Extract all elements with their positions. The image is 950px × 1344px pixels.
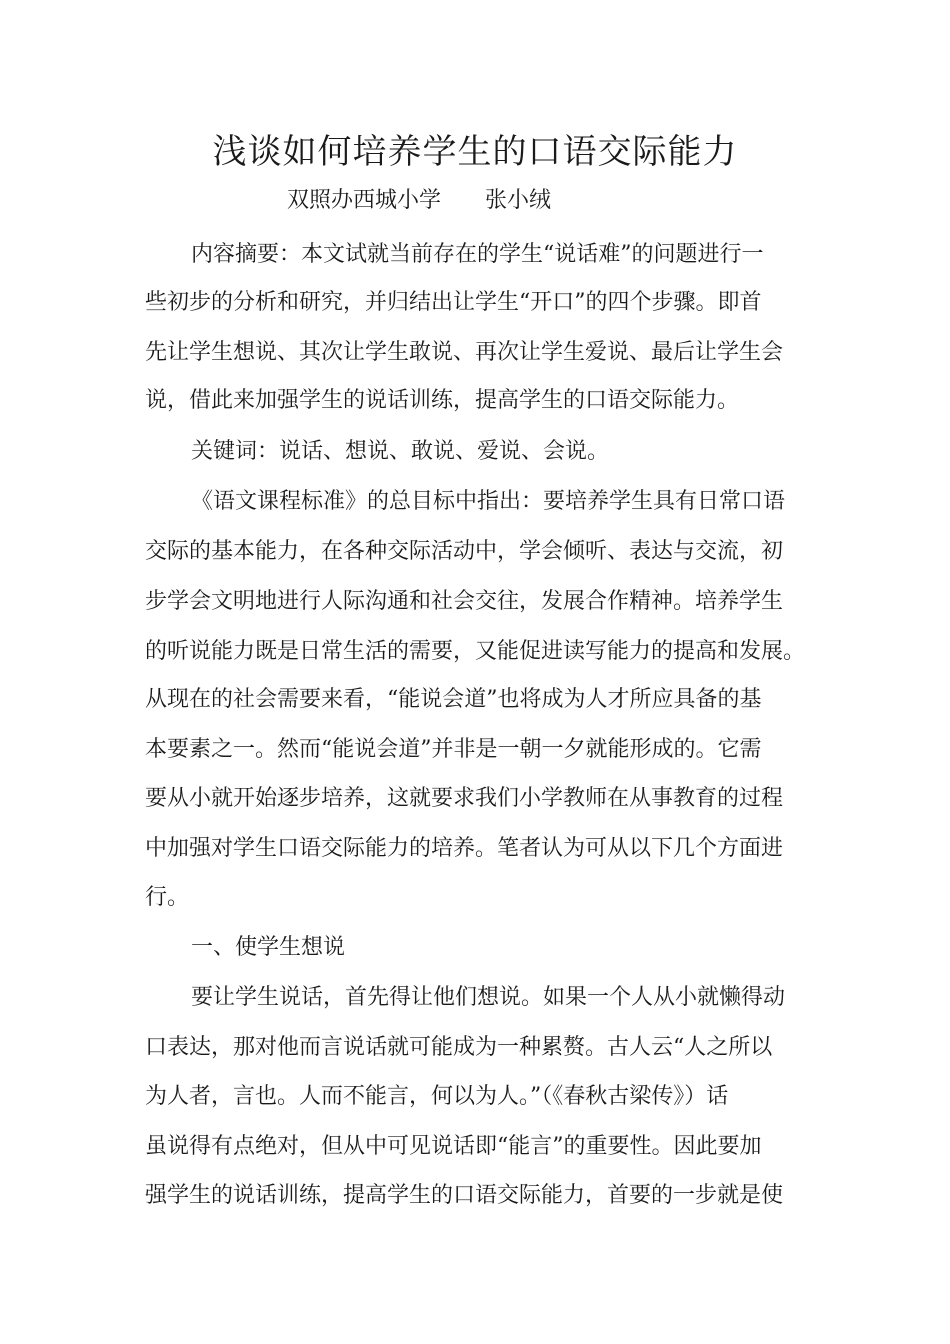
body-line: 要让学生说话，首先得让他们想说。如果一个人从小就懒得动 [191,985,786,1010]
body-line: 步学会文明地进行人际沟通和社会交往，发展合作精神。培养学生 [145,589,784,614]
body-line: 《语文课程标准》的总目标中指出：要培养学生具有日常口语 [191,489,786,514]
body-line: 的听说能力既是日常生活的需要，又能促进读写能力的提高和发展。 [145,639,806,664]
school-name: 双照办西城小学 [287,188,442,213]
body-line: 口表达，那对他而言说话就可能成为一种累赘。古人云“人之所以 [145,1035,773,1060]
body-line: 交际的基本能力，在各种交际活动中，学会倾听、表达与交流，初 [145,539,784,564]
page-title: 浅谈如何培养学生的口语交际能力 [212,132,738,172]
body-line: 强学生的说话训练，提高学生的口语交际能力，首要的一步就是使 [145,1183,784,1208]
keywords-line: 关键词：说话、想说、敢说、爱说、会说。 [191,439,610,464]
abstract-line: 先让学生想说、其次让学生敢说、再次让学生爱说、最后让学生会 [145,340,784,365]
abstract-line: 内容摘要：本文试就当前存在的学生“说话难”的问题进行一 [191,242,764,267]
body-line: 要从小就开始逐步培养，这就要求我们小学教师在从事教育的过程 [145,786,784,811]
body-line: 虽说得有点绝对，但从中可见说话即“能言”的重要性。因此要加 [145,1134,762,1159]
body-line: 行。 [145,885,190,910]
author-name: 张小绒 [485,188,552,213]
body-line: 从现在的社会需要来看，“能说会道”也将成为人才所应具备的基 [145,687,762,712]
section-heading: 一、使学生想说 [191,935,346,960]
body-line: 本要素之一。然而“能说会道”并非是一朝一夕就能形成的。它需 [145,737,762,762]
body-line: 为人者，言也。人而不能言，何以为人。”（《春秋古梁传》）话 [145,1084,729,1109]
byline [287,186,551,216]
abstract-line: 说，借此来加强学生的说话训练，提高学生的口语交际能力。 [145,388,740,413]
body-line: 中加强对学生口语交际能力的培养。笔者认为可从以下几个方面进 [145,836,784,861]
abstract-line: 些初步的分析和研究，并归结出让学生“开口”的四个步骤。即首 [145,290,762,315]
